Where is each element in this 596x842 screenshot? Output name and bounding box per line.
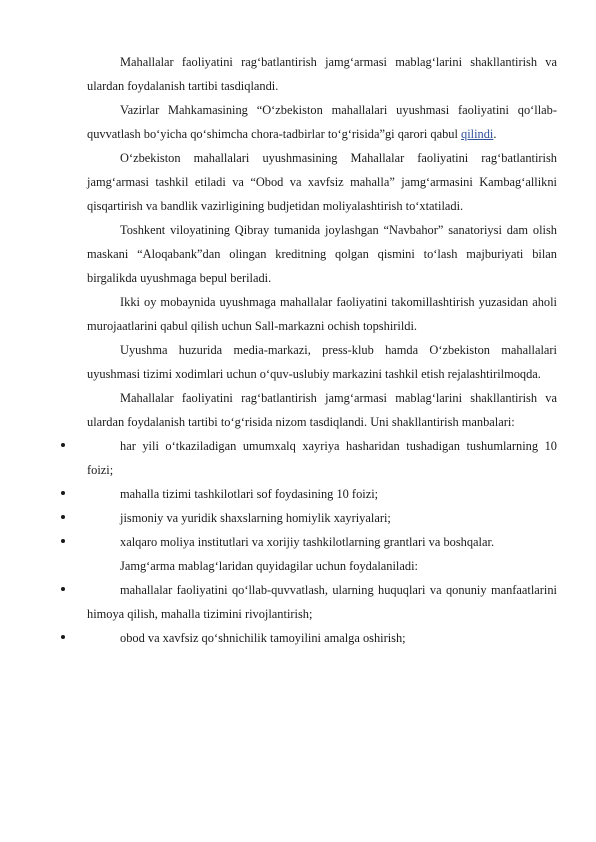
paragraph <box>87 338 557 386</box>
paragraph-text: mahallalar faoliyatini qo‘llab-quvvatlash, ularning huquqlari va qonuniy manfaatlarini himoya qilish, mahalla tizimini rivojlantirish; <box>87 583 557 621</box>
bullet-dot-icon <box>61 515 65 519</box>
bullet-list-item <box>87 530 557 554</box>
paragraph <box>87 554 557 578</box>
bullet-dot-icon <box>61 539 65 543</box>
bullet-list-item <box>87 482 557 506</box>
paragraph-text: jismoniy va yuridik shaxslarning homiylik xayriyalari; <box>120 511 391 525</box>
bullet-list-item <box>87 506 557 530</box>
paragraph <box>87 146 557 218</box>
paragraph-text: Vazirlar Mahkamasining “O‘zbekiston mahallalari uyushmasi faoliyatini qo‘llab-quvvatlash bo‘yicha qo‘shimcha chora-tadbirlar to‘g‘risida”gi qarori qabul <box>87 103 557 141</box>
paragraph-text: Uyushma huzurida media-markazi, press-klub hamda O‘zbekiston mahallalari uyushmasi tizimi xodimlari uchun o‘quv-uslubiy markazini tashkil etish rejalashtirilmoqda. <box>87 343 557 381</box>
paragraph <box>87 218 557 290</box>
paragraph <box>87 50 557 98</box>
paragraph <box>87 386 557 434</box>
paragraph-text: Jamg‘arma mablag‘laridan quyidagilar uchun foydalaniladi: <box>120 559 418 573</box>
paragraph <box>87 290 557 338</box>
bullet-dot-icon <box>61 443 65 447</box>
paragraph-text: mahalla tizimi tashkilotlari sof foydasining 10 foizi; <box>120 487 379 501</box>
bullet-list-item <box>87 578 557 626</box>
paragraph-text: Ikki oy mobaynida uyushmaga mahallalar faoliyatini takomillashtirish yuzasidan aholi murojaatlarini qabul qilish uchun Sall-markazni ochish topshirildi. <box>87 295 557 333</box>
bullet-dot-icon <box>61 587 65 591</box>
bullet-list-item <box>87 434 557 482</box>
paragraph-text: obod va xavfsiz qo‘shnichilik tamoyilini amalga oshirish; <box>120 631 406 645</box>
paragraph-text: har yili o‘tkaziladigan umumxalq xayriya hasharidan tushadigan tushumlarning 10 foizi; <box>87 439 557 477</box>
paragraph-text: Mahallalar faoliyatini rag‘batlantirish jamg‘armasi mablag‘larini shakllantirish va ulardan foydalanish tartibi tasdiqlandi. <box>87 55 557 93</box>
paragraph-text-end: . <box>493 127 497 141</box>
document-body <box>87 50 557 650</box>
bullet-dot-icon <box>61 491 65 495</box>
paragraph-text: xalqaro moliya institutlari va xorijiy tashkilotlarning grantlari va boshqalar. <box>120 535 495 549</box>
bullet-dot-icon <box>61 635 65 639</box>
paragraph-text: Toshkent viloyatining Qibray tumanida joylashgan “Navbahor” sanatoriysi dam olish maskani “Aloqabank”dan olingan kreditning qolgan qismini to‘lash majburiyati bilan birgalikda uyushmaga bepul beriladi. <box>87 223 557 285</box>
paragraph <box>87 98 557 146</box>
paragraph-text: O‘zbekiston mahallalari uyushmasining Mahallalar faoliyatini rag‘batlantirish jamg‘armasi tashkil etiladi va “Obod va xavfsiz mahalla” jamg‘armasini Kambag‘allikni qisqartirish va bandlik vazirligining budjetidan moliyalashtirish to‘xtatiladi. <box>87 151 557 213</box>
bullet-list-item <box>87 626 557 650</box>
inline-link[interactable]: qilindi <box>461 127 494 141</box>
paragraph-text: Mahallalar faoliyatini rag‘batlantirish jamg‘armasi mablag‘larini shakllantirish va ulardan foydalanish tartibi to‘g‘risida nizom tasdiqlandi. Uni shakllantirish manbalari: <box>87 391 557 429</box>
